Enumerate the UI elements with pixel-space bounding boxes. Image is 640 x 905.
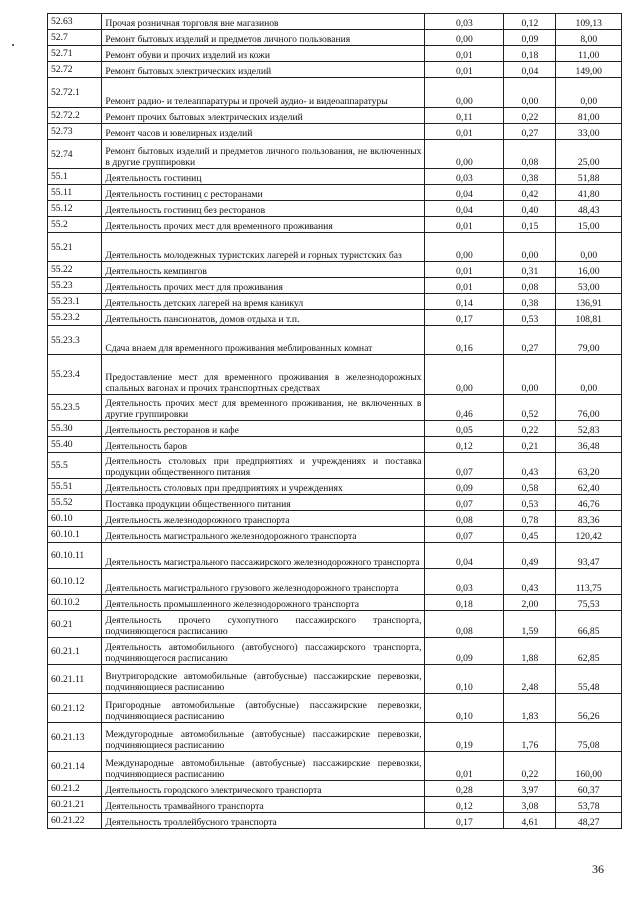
value-col3-cell: 48,43	[556, 201, 622, 217]
value-col2-cell: 0,09	[504, 30, 556, 46]
value-col2-cell: 1,83	[504, 694, 556, 723]
table-row	[48, 665, 622, 694]
value-col2-cell: 3,97	[504, 781, 556, 797]
table-row	[48, 694, 622, 723]
value-col1-cell: 0,10	[425, 694, 504, 723]
value-col3-cell: 66,85	[556, 611, 622, 638]
activity-name-cell: Деятельность трамвайного транспорта	[102, 797, 425, 813]
document-page	[47, 13, 622, 829]
activity-name-cell: Деятельность столовых при предприятиях и учреждениях и поставка продукции общественного питания	[102, 453, 425, 479]
activity-code-cell: 55.2	[48, 217, 102, 233]
value-col2-cell: 0,22	[504, 752, 556, 781]
value-col1-cell: 0,00	[425, 140, 504, 169]
value-col3-cell: 8,00	[556, 30, 622, 46]
table-row	[48, 294, 622, 310]
activity-name-cell: Деятельность городского электрического транспорта	[102, 781, 425, 797]
activity-code-cell: 55.23.5	[48, 395, 102, 421]
scan-speck	[12, 44, 14, 46]
value-col3-cell: 51,88	[556, 169, 622, 185]
value-col3-cell: 41,80	[556, 185, 622, 201]
value-col1-cell: 0,01	[425, 62, 504, 78]
activity-code-cell: 60.10.2	[48, 595, 102, 611]
table-row	[48, 78, 622, 108]
value-col2-cell: 0,43	[504, 453, 556, 479]
table-row	[48, 62, 622, 78]
value-col1-cell: 0,09	[425, 479, 504, 495]
table-row	[48, 813, 622, 829]
value-col1-cell: 0,12	[425, 437, 504, 453]
table-row	[48, 638, 622, 665]
table-row	[48, 569, 622, 595]
activity-name-cell: Ремонт обуви и прочих изделий из кожи	[102, 46, 425, 62]
value-col3-cell: 53,78	[556, 797, 622, 813]
value-col3-cell: 75,08	[556, 723, 622, 752]
value-col3-cell: 149,00	[556, 62, 622, 78]
value-col2-cell: 0,08	[504, 278, 556, 294]
activity-name-cell: Ремонт бытовых изделий и предметов личного пользования, не включенных в другие группировки	[102, 140, 425, 169]
activity-name-cell: Ремонт прочих бытовых электрических изделий	[102, 108, 425, 124]
value-col2-cell: 0,27	[504, 124, 556, 140]
activity-code-cell: 55.5	[48, 453, 102, 479]
activity-name-cell: Прочая розничная торговля вне магазинов	[102, 14, 425, 30]
activity-code-cell: 60.21.21	[48, 797, 102, 813]
table-row	[48, 495, 622, 511]
activity-name-cell: Деятельность магистрального грузового железнодорожного транспорта	[102, 569, 425, 595]
activity-code-cell: 55.1	[48, 169, 102, 185]
value-col2-cell: 0,15	[504, 217, 556, 233]
activity-code-cell: 60.10.11	[48, 543, 102, 569]
value-col1-cell: 0,12	[425, 797, 504, 813]
activity-name-cell: Деятельность прочих мест для временного проживания	[102, 217, 425, 233]
value-col2-cell: 0,21	[504, 437, 556, 453]
value-col3-cell: 93,47	[556, 543, 622, 569]
activity-code-cell: 55.23.3	[48, 326, 102, 355]
activity-code-cell: 60.21.13	[48, 723, 102, 752]
activity-name-cell: Ремонт бытовых изделий и предметов личного пользования	[102, 30, 425, 46]
value-col3-cell: 33,00	[556, 124, 622, 140]
activity-name-cell: Внутригородские автомобильные (автобусные) пассажирские перевозки, подчиняющиеся расписанию	[102, 665, 425, 694]
value-col2-cell: 0,08	[504, 140, 556, 169]
activity-code-cell: 52.72.1	[48, 78, 102, 108]
activity-code-cell: 55.12	[48, 201, 102, 217]
activity-name-cell: Пригородные автомобильные (автобусные) пассажирские перевозки, подчиняющиеся расписанию	[102, 694, 425, 723]
value-col2-cell: 0,42	[504, 185, 556, 201]
value-col3-cell: 11,00	[556, 46, 622, 62]
value-col1-cell: 0,07	[425, 453, 504, 479]
value-col1-cell: 0,16	[425, 326, 504, 355]
table-row	[48, 201, 622, 217]
okved-coefficients-table	[47, 13, 622, 829]
table-row	[48, 611, 622, 638]
activity-name-cell: Деятельность гостиниц без ресторанов	[102, 201, 425, 217]
value-col1-cell: 0,11	[425, 108, 504, 124]
value-col2-cell: 2,48	[504, 665, 556, 694]
value-col3-cell: 76,00	[556, 395, 622, 421]
value-col2-cell: 0,00	[504, 78, 556, 108]
value-col3-cell: 25,00	[556, 140, 622, 169]
activity-code-cell: 55.23.1	[48, 294, 102, 310]
value-col2-cell: 0,22	[504, 421, 556, 437]
activity-name-cell: Деятельность детских лагерей на время каникул	[102, 294, 425, 310]
value-col1-cell: 0,18	[425, 595, 504, 611]
table-row	[48, 262, 622, 278]
value-col3-cell: 56,26	[556, 694, 622, 723]
value-col2-cell: 0,22	[504, 108, 556, 124]
table-row	[48, 543, 622, 569]
activity-code-cell: 55.23.4	[48, 355, 102, 395]
value-col2-cell: 0,43	[504, 569, 556, 595]
activity-name-cell: Ремонт бытовых электрических изделий	[102, 62, 425, 78]
value-col1-cell: 0,00	[425, 30, 504, 46]
activity-code-cell: 60.10.1	[48, 527, 102, 543]
activity-name-cell: Деятельность троллейбусного транспорта	[102, 813, 425, 829]
value-col2-cell: 0,12	[504, 14, 556, 30]
activity-code-cell: 55.23.2	[48, 310, 102, 326]
table-row	[48, 233, 622, 262]
table-row	[48, 595, 622, 611]
value-col1-cell: 0,14	[425, 294, 504, 310]
activity-code-cell: 60.10	[48, 511, 102, 527]
activity-code-cell: 55.30	[48, 421, 102, 437]
table-row	[48, 421, 622, 437]
value-col3-cell: 79,00	[556, 326, 622, 355]
value-col3-cell: 109,13	[556, 14, 622, 30]
activity-name-cell: Деятельность молодежных туристских лагерей и горных туристских баз	[102, 233, 425, 262]
value-col1-cell: 0,03	[425, 569, 504, 595]
activity-name-cell: Деятельность прочих мест для временного проживания, не включенных в другие группировки	[102, 395, 425, 421]
value-col1-cell: 0,01	[425, 124, 504, 140]
value-col3-cell: 75,53	[556, 595, 622, 611]
value-col1-cell: 0,04	[425, 185, 504, 201]
table-body	[48, 14, 622, 829]
value-col2-cell: 0,49	[504, 543, 556, 569]
activity-name-cell: Деятельность прочих мест для проживания	[102, 278, 425, 294]
activity-name-cell: Ремонт часов и ювелирных изделий	[102, 124, 425, 140]
value-col2-cell: 0,18	[504, 46, 556, 62]
activity-name-cell: Международные автомобильные (автобусные) пассажирские перевозки, подчиняющиеся расписанию	[102, 752, 425, 781]
activity-code-cell: 52.72.2	[48, 108, 102, 124]
value-col1-cell: 0,00	[425, 355, 504, 395]
value-col1-cell: 0,03	[425, 14, 504, 30]
value-col3-cell: 0,00	[556, 355, 622, 395]
value-col1-cell: 0,08	[425, 511, 504, 527]
activity-name-cell: Деятельность прочего сухопутного пассажирского транспорта, подчиняющегося расписанию	[102, 611, 425, 638]
value-col3-cell: 48,27	[556, 813, 622, 829]
activity-code-cell: 60.21.12	[48, 694, 102, 723]
table-row	[48, 752, 622, 781]
activity-code-cell: 52.73	[48, 124, 102, 140]
table-row	[48, 797, 622, 813]
activity-code-cell: 55.21	[48, 233, 102, 262]
value-col1-cell: 0,01	[425, 217, 504, 233]
value-col1-cell: 0,00	[425, 233, 504, 262]
value-col2-cell: 3,08	[504, 797, 556, 813]
value-col2-cell: 1,59	[504, 611, 556, 638]
activity-code-cell: 52.71	[48, 46, 102, 62]
activity-name-cell: Деятельность ресторанов и кафе	[102, 421, 425, 437]
value-col3-cell: 113,75	[556, 569, 622, 595]
value-col3-cell: 108,81	[556, 310, 622, 326]
value-col2-cell: 0,04	[504, 62, 556, 78]
table-row	[48, 14, 622, 30]
activity-code-cell: 60.21.2	[48, 781, 102, 797]
table-row	[48, 437, 622, 453]
activity-code-cell: 52.72	[48, 62, 102, 78]
table-row	[48, 310, 622, 326]
value-col1-cell: 0,01	[425, 752, 504, 781]
value-col3-cell: 136,91	[556, 294, 622, 310]
table-row	[48, 511, 622, 527]
activity-name-cell: Сдача внаем для временного проживания меблированных комнат	[102, 326, 425, 355]
activity-code-cell: 55.23	[48, 278, 102, 294]
table-row	[48, 46, 622, 62]
value-col1-cell: 0,09	[425, 638, 504, 665]
activity-code-cell: 55.40	[48, 437, 102, 453]
activity-code-cell: 60.21.11	[48, 665, 102, 694]
value-col3-cell: 53,00	[556, 278, 622, 294]
value-col1-cell: 0,00	[425, 78, 504, 108]
activity-code-cell: 60.21.14	[48, 752, 102, 781]
table-row	[48, 723, 622, 752]
value-col2-cell: 0,45	[504, 527, 556, 543]
table-row	[48, 326, 622, 355]
activity-name-cell: Деятельность баров	[102, 437, 425, 453]
value-col1-cell: 0,10	[425, 665, 504, 694]
activity-code-cell: 60.10.12	[48, 569, 102, 595]
value-col1-cell: 0,19	[425, 723, 504, 752]
value-col1-cell: 0,03	[425, 169, 504, 185]
value-col1-cell: 0,01	[425, 278, 504, 294]
table-row	[48, 185, 622, 201]
table-row	[48, 30, 622, 46]
value-col2-cell: 1,76	[504, 723, 556, 752]
activity-name-cell: Деятельность автомобильного (автобусного) пассажирского транспорта, подчиняющегося расписанию	[102, 638, 425, 665]
value-col3-cell: 63,20	[556, 453, 622, 479]
activity-code-cell: 60.21.1	[48, 638, 102, 665]
table-row	[48, 453, 622, 479]
activity-name-cell: Деятельность гостиниц	[102, 169, 425, 185]
value-col2-cell: 0,31	[504, 262, 556, 278]
activity-code-cell: 52.63	[48, 14, 102, 30]
value-col1-cell: 0,07	[425, 495, 504, 511]
value-col3-cell: 83,36	[556, 511, 622, 527]
activity-name-cell: Деятельность магистрального пассажирского железнодорожного транспорта	[102, 543, 425, 569]
table-row	[48, 527, 622, 543]
value-col1-cell: 0,17	[425, 813, 504, 829]
activity-name-cell: Деятельность кемпингов	[102, 262, 425, 278]
value-col2-cell: 0,52	[504, 395, 556, 421]
value-col3-cell: 15,00	[556, 217, 622, 233]
activity-name-cell: Поставка продукции общественного питания	[102, 495, 425, 511]
value-col3-cell: 60,37	[556, 781, 622, 797]
activity-name-cell: Деятельность пансионатов, домов отдыха и т.п.	[102, 310, 425, 326]
value-col3-cell: 46,76	[556, 495, 622, 511]
value-col1-cell: 0,04	[425, 201, 504, 217]
activity-code-cell: 55.22	[48, 262, 102, 278]
activity-name-cell: Деятельность магистрального железнодорожного транспорта	[102, 527, 425, 543]
activity-name-cell: Деятельность столовых при предприятиях и учреждениях	[102, 479, 425, 495]
value-col3-cell: 0,00	[556, 233, 622, 262]
value-col2-cell: 0,00	[504, 355, 556, 395]
activity-name-cell: Междугородные автомобильные (автобусные) пассажирские перевозки, подчиняющиеся расписанию	[102, 723, 425, 752]
activity-code-cell: 60.21.22	[48, 813, 102, 829]
value-col1-cell: 0,08	[425, 611, 504, 638]
value-col2-cell: 4,61	[504, 813, 556, 829]
activity-name-cell: Деятельность промышленного железнодорожного транспорта	[102, 595, 425, 611]
activity-code-cell: 52.7	[48, 30, 102, 46]
activity-code-cell: 55.52	[48, 495, 102, 511]
value-col3-cell: 36,48	[556, 437, 622, 453]
table-row	[48, 355, 622, 395]
value-col1-cell: 0,28	[425, 781, 504, 797]
activity-name-cell: Деятельность железнодорожного транспорта	[102, 511, 425, 527]
value-col1-cell: 0,07	[425, 527, 504, 543]
value-col2-cell: 0,00	[504, 233, 556, 262]
activity-name-cell: Деятельность гостиниц с ресторанами	[102, 185, 425, 201]
table-row	[48, 140, 622, 169]
value-col2-cell: 0,40	[504, 201, 556, 217]
value-col1-cell: 0,05	[425, 421, 504, 437]
activity-name-cell: Ремонт радио- и телеаппаратуры и прочей аудио- и видеоаппаратуры	[102, 78, 425, 108]
value-col3-cell: 62,85	[556, 638, 622, 665]
value-col2-cell: 0,53	[504, 310, 556, 326]
value-col3-cell: 160,00	[556, 752, 622, 781]
table-row	[48, 217, 622, 233]
table-row	[48, 479, 622, 495]
value-col3-cell: 0,00	[556, 78, 622, 108]
table-row	[48, 395, 622, 421]
page-number: 36	[592, 862, 604, 876]
value-col1-cell: 0,04	[425, 543, 504, 569]
value-col3-cell: 120,42	[556, 527, 622, 543]
value-col2-cell: 0,38	[504, 294, 556, 310]
value-col3-cell: 62,40	[556, 479, 622, 495]
value-col2-cell: 1,88	[504, 638, 556, 665]
value-col1-cell: 0,17	[425, 310, 504, 326]
value-col3-cell: 81,00	[556, 108, 622, 124]
table-row	[48, 108, 622, 124]
value-col1-cell: 0,01	[425, 46, 504, 62]
activity-code-cell: 55.51	[48, 479, 102, 495]
value-col2-cell: 0,53	[504, 495, 556, 511]
value-col2-cell: 0,58	[504, 479, 556, 495]
value-col2-cell: 0,27	[504, 326, 556, 355]
activity-code-cell: 55.11	[48, 185, 102, 201]
table-row	[48, 124, 622, 140]
value-col3-cell: 52,83	[556, 421, 622, 437]
table-row	[48, 169, 622, 185]
value-col2-cell: 0,38	[504, 169, 556, 185]
value-col2-cell: 2,00	[504, 595, 556, 611]
value-col1-cell: 0,01	[425, 262, 504, 278]
activity-code-cell: 60.21	[48, 611, 102, 638]
value-col3-cell: 55,48	[556, 665, 622, 694]
activity-name-cell: Предоставление мест для временного проживания в железнодорожных спальных вагонах и прочих транспортных средствах	[102, 355, 425, 395]
value-col2-cell: 0,78	[504, 511, 556, 527]
activity-code-cell: 52.74	[48, 140, 102, 169]
value-col3-cell: 16,00	[556, 262, 622, 278]
table-row	[48, 781, 622, 797]
value-col1-cell: 0,46	[425, 395, 504, 421]
table-row	[48, 278, 622, 294]
